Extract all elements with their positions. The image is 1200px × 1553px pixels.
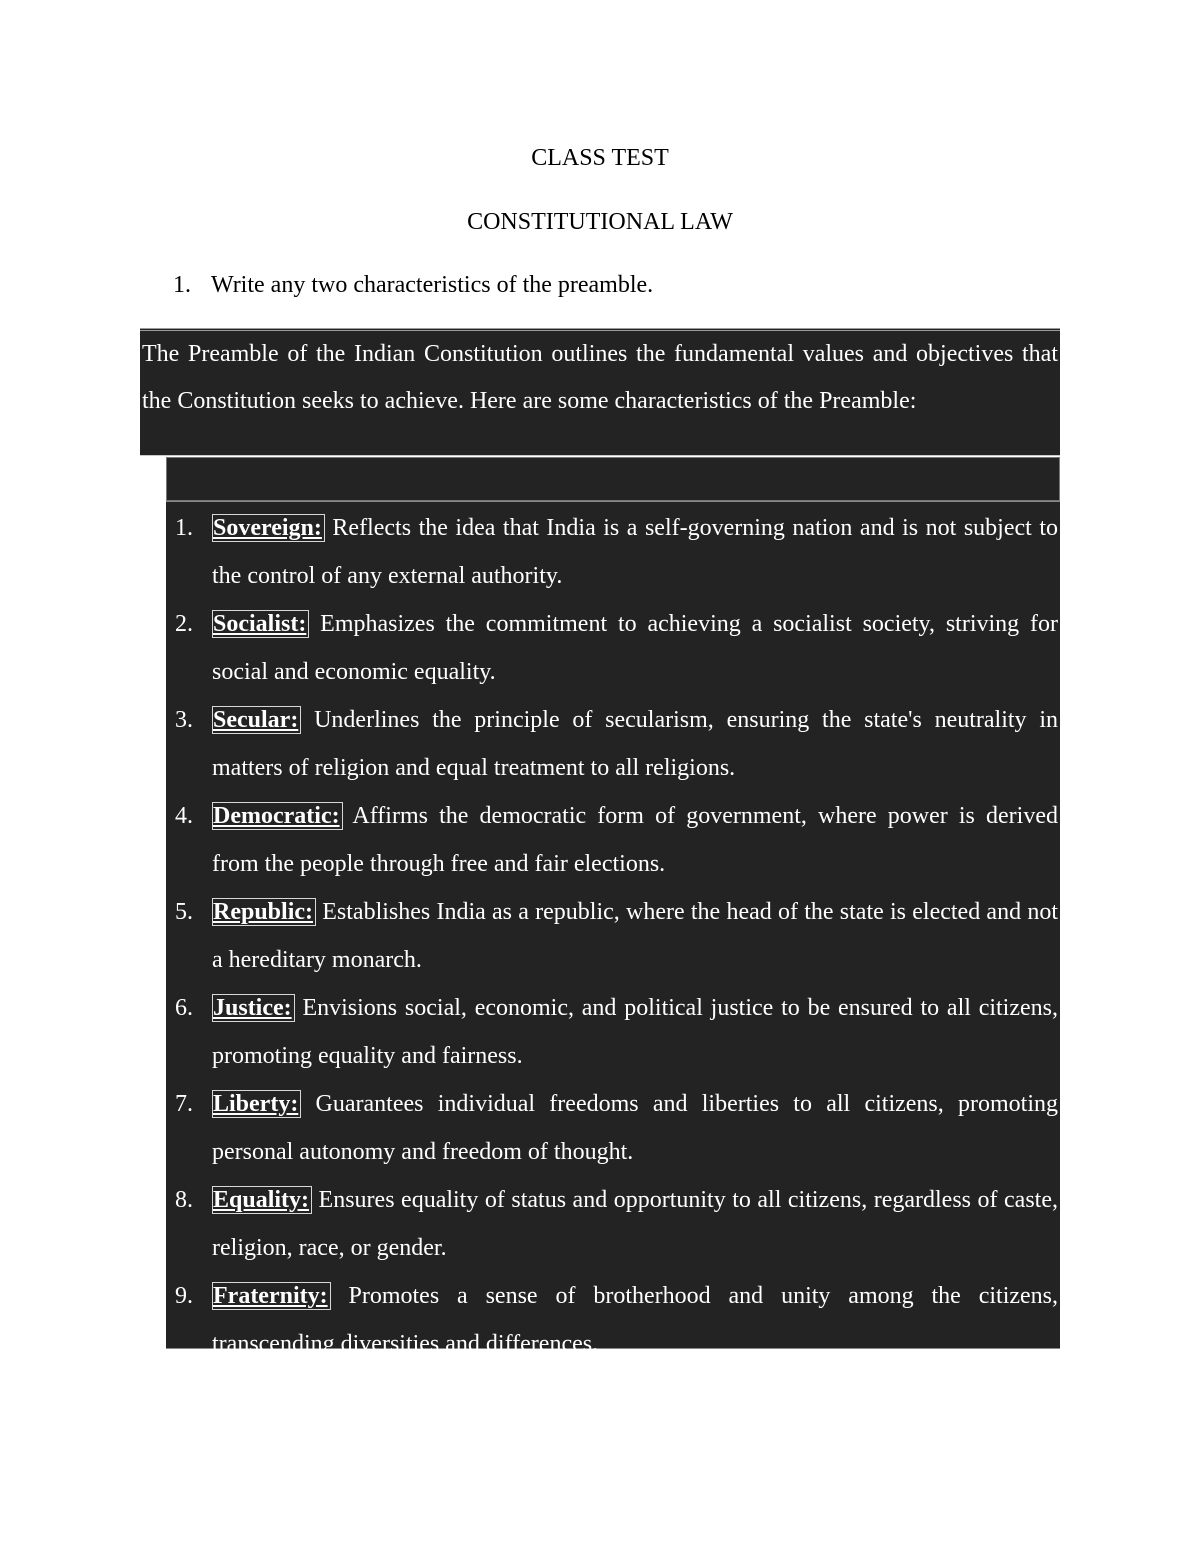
item-text: Underlines the principle of secularism, ensuring the state's neutrality in matters of religion and equal treatment to all religions. (212, 707, 1058, 781)
list-item (166, 600, 1060, 696)
list-item (166, 888, 1060, 984)
list-item (166, 984, 1060, 1080)
item-text: Reflects the idea that India is a self-governing nation and is not subject to the control of any external authority. (212, 515, 1058, 589)
list-item (166, 504, 1060, 600)
item-number: 2. (175, 611, 193, 637)
characteristics-items (166, 504, 1060, 1368)
item-term: Republic: (212, 898, 316, 926)
item-number: 7. (175, 1091, 193, 1117)
list-item (166, 792, 1060, 888)
item-term: Secular: (212, 706, 301, 734)
item-text: Guarantees individual freedoms and liberties to all citizens, promoting personal autonomy and freedom of thought. (212, 1091, 1058, 1165)
item-text: Promotes a sense of brotherhood and unity among the citizens, transcending diversities and differences. (212, 1283, 1058, 1357)
item-number: 9. (175, 1283, 193, 1309)
item-text: Establishes India as a republic, where the head of the state is elected and not a hereditary monarch. (212, 899, 1058, 973)
item-number: 1. (175, 515, 193, 541)
item-text: Ensures equality of status and opportunity to all citizens, regardless of caste, religion, race, or gender. (212, 1187, 1058, 1261)
question-text: Write any two characteristics of the preamble. (211, 272, 654, 298)
item-term: Sovereign: (212, 514, 325, 542)
item-text: Affirms the democratic form of government, where power is derived from the people through free and fair elections. (212, 803, 1058, 877)
answer-intro: The Preamble of the Indian Constitution outlines the fundamental values and objectives that the Constitution seeks to achieve. Here are some characteristics of the Preamble: (140, 328, 1060, 456)
item-term: Justice: (212, 994, 295, 1022)
characteristics-list (166, 501, 1060, 1357)
item-text: Envisions social, economic, and political justice to be ensured to all citizens, promoting equality and fairness. (212, 995, 1058, 1069)
item-term: Liberty: (212, 1090, 301, 1118)
list-item (166, 1080, 1060, 1176)
question-number: 1. (173, 272, 191, 298)
list-item (166, 1272, 1060, 1368)
page-title: CLASS TEST (531, 145, 669, 171)
item-number: 4. (175, 803, 193, 829)
item-term: Equality: (212, 1186, 312, 1214)
question-1 (173, 270, 653, 300)
item-term: Socialist: (212, 610, 309, 638)
item-term: Fraternity: (212, 1282, 331, 1310)
highlight-band (166, 457, 1060, 501)
list-item (166, 696, 1060, 792)
list-item (166, 1176, 1060, 1272)
item-number: 8. (175, 1187, 193, 1213)
item-number: 5. (175, 899, 193, 925)
item-number: 6. (175, 995, 193, 1021)
subject-title: CONSTITUTIONAL LAW (467, 209, 733, 235)
item-text: Emphasizes the commitment to achieving a socialist society, striving for social and economic equality. (212, 611, 1058, 685)
item-term: Democratic: (212, 802, 343, 830)
item-number: 3. (175, 707, 193, 733)
